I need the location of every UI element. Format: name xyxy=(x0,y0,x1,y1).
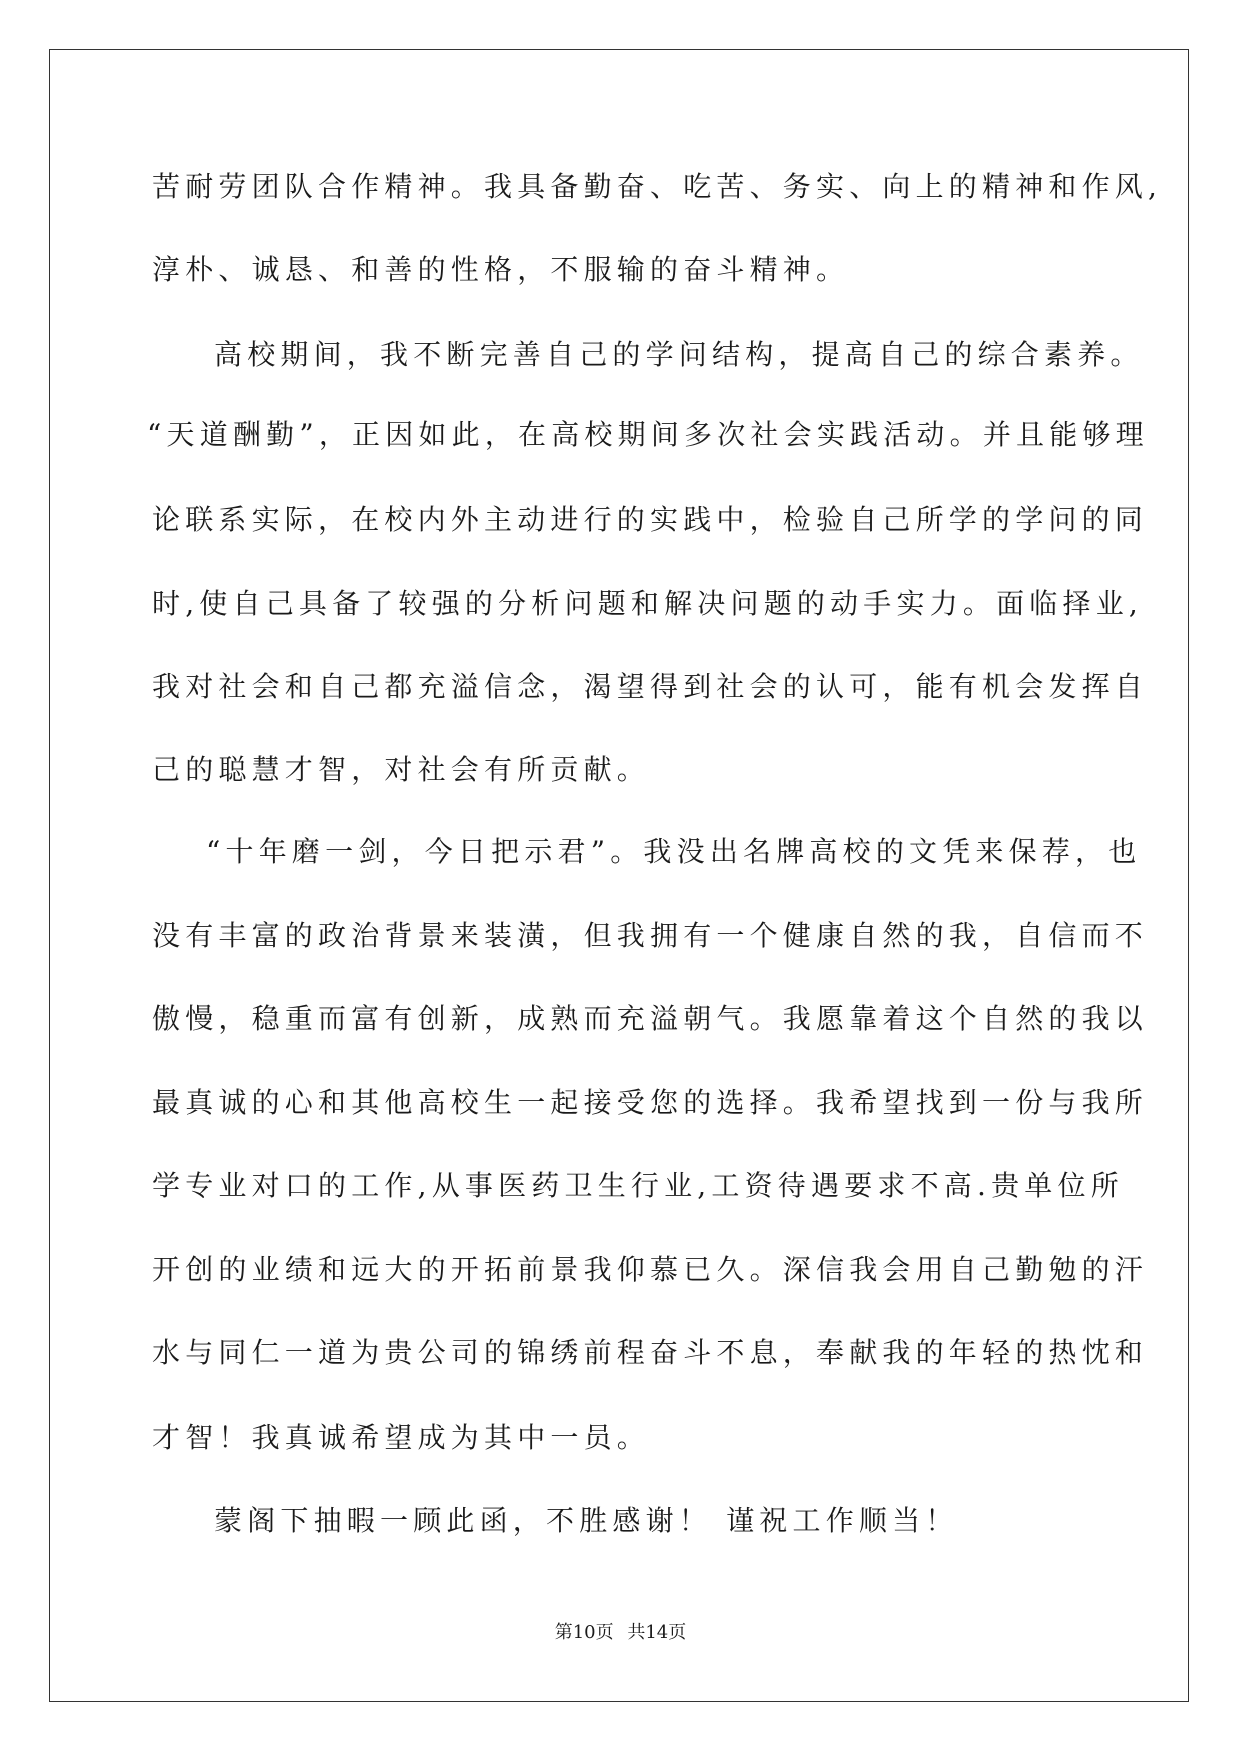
page-number: 第10页 xyxy=(554,1622,614,1643)
body-text-line: 论联系实际，在校内外主动进行的实践中，检验自己所学的学问的同 xyxy=(152,503,1149,536)
body-text-line: 我对社会和自己都充溢信念，渴望得到社会的认可，能有机会发挥自 xyxy=(152,670,1149,703)
closing-line: 蒙阁下抽暇一顾此函，不胜感谢！ 谨祝工作顺当！ xyxy=(214,1504,959,1537)
body-text-line: 学专业对口的工作,从事医药卫生行业,工资待遇要求不高.贵单位所 xyxy=(152,1169,1124,1202)
body-text-line: 开创的业绩和远大的开拓前景我仰慕已久。深信我会用自己勤勉的汗 xyxy=(152,1253,1149,1286)
body-text-line: 时,使自己具备了较强的分析问题和解决问题的动手实力。面临择业, xyxy=(152,587,1144,620)
page-footer xyxy=(0,1618,1241,1644)
paragraph-start-line: “十年磨一剑，今日把示君”。我没出名牌高校的文凭来保荐，也 xyxy=(206,835,1142,868)
body-text-line: 苦耐劳团队合作精神。我具备勤奋、吃苦、务实、向上的精神和作风, xyxy=(152,170,1163,203)
body-text-line: 傲慢，稳重而富有创新，成熟而充溢朝气。我愿靠着这个自然的我以 xyxy=(152,1002,1149,1035)
paragraph-start-line: 高校期间，我不断完善自己的学问结构，提高自己的综合素养。 xyxy=(214,338,1144,371)
body-text-line: 己的聪慧才智，对社会有所贡献。 xyxy=(152,753,651,786)
page-total: 共14页 xyxy=(627,1622,687,1643)
body-text-line: “天道酬勤”，正因如此，在高校期间多次社会实践活动。并且能够理 xyxy=(147,418,1149,451)
body-text-line: 没有丰富的政治背景来装潢，但我拥有一个健康自然的我，自信而不 xyxy=(152,919,1149,952)
body-text-line: 水与同仁一道为贵公司的锦绣前程奋斗不息，奉献我的年轻的热忱和 xyxy=(152,1336,1149,1369)
body-text-line: 最真诚的心和其他高校生一起接受您的选择。我希望找到一份与我所 xyxy=(152,1086,1149,1119)
body-text-line: 淳朴、诚恳、和善的性格，不服输的奋斗精神。 xyxy=(152,253,850,286)
body-text-line: 才智！我真诚希望成为其中一员。 xyxy=(152,1421,651,1454)
page-border xyxy=(49,49,1189,1702)
